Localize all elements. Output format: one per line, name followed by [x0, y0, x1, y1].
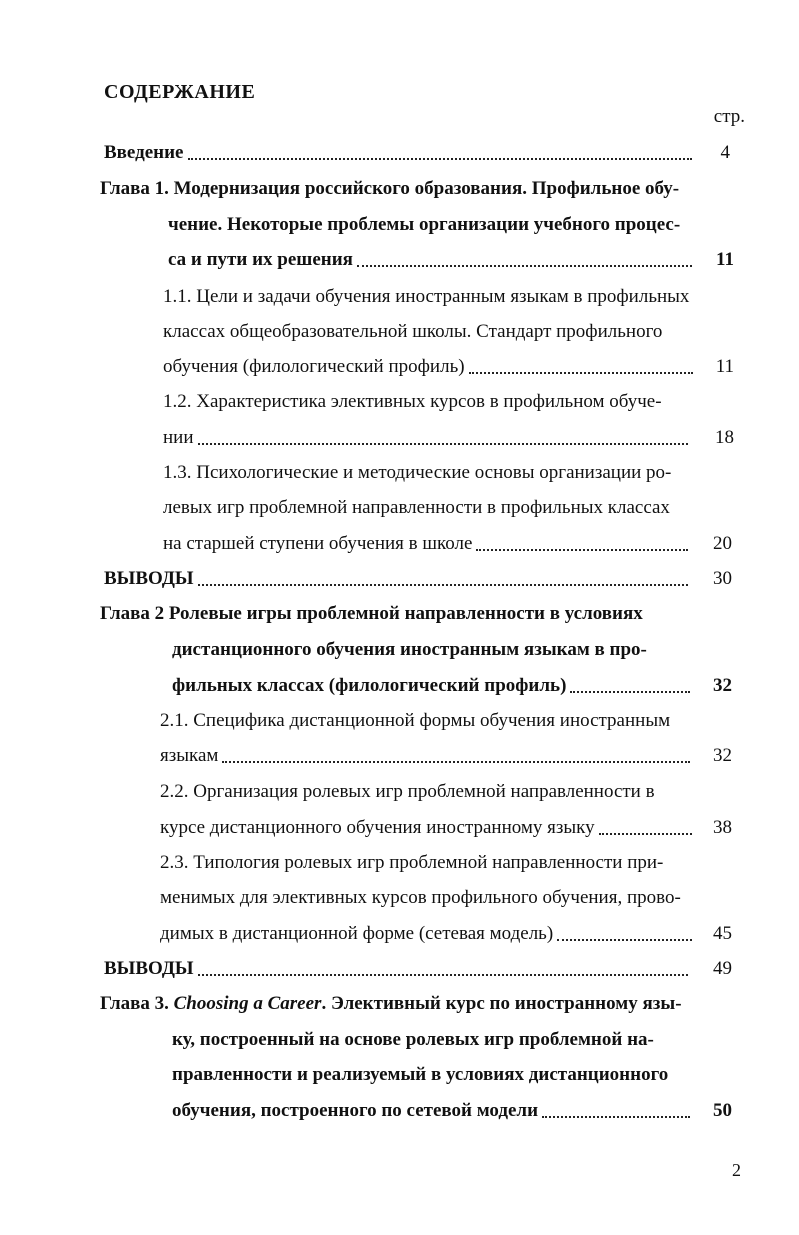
leader-dots — [222, 742, 690, 770]
toc-entry-1-1-last — [163, 353, 693, 381]
toc-entry-2-1[interactable] — [160, 707, 690, 735]
toc-line-text: 1.1. Цели и задачи обучения иностранным языкам в профильных — [163, 286, 690, 307]
toc-entry-1-1[interactable] — [163, 283, 703, 311]
course-title-italic: Choosing a Career — [173, 993, 322, 1014]
leader-dots — [198, 565, 688, 593]
leader-dots — [570, 672, 690, 700]
toc-entry-2-3-cont — [160, 884, 695, 912]
toc-entry-1-2-last — [163, 424, 688, 452]
page-title: СОДЕРЖАНИЕ — [104, 81, 256, 103]
toc-line-text: обучения (филологический профиль) — [163, 356, 465, 377]
toc-line-text: на старшей ступени обучения в школе — [163, 533, 473, 554]
toc-entry-2-3[interactable] — [160, 849, 690, 877]
toc-entry-chapter-3-last — [172, 1097, 690, 1125]
leader-dots — [357, 246, 692, 274]
toc-page-number: 32 — [713, 675, 732, 696]
toc-line-text: менимых для элективных курсов профильного обучения, прово- — [160, 887, 681, 908]
leader-dots — [599, 814, 692, 842]
toc-entry-1-3-cont — [163, 494, 693, 522]
toc-page-number: 32 — [713, 745, 732, 766]
page-column-header: стр. — [713, 106, 745, 127]
toc-entry-2-3-last — [160, 920, 692, 948]
toc-line-text: 1.3. Психологические и методические основы организации ро- — [163, 462, 672, 483]
leader-dots — [188, 139, 693, 167]
toc-entry-1-3[interactable] — [163, 459, 693, 487]
toc-entry-chapter-2-cont — [172, 636, 697, 664]
toc-entry-1-2[interactable] — [163, 388, 693, 416]
toc-entry-2-2[interactable] — [160, 778, 690, 806]
toc-line-text: нии — [163, 427, 194, 448]
toc-line-text: курсе дистанционного обучения иностранному языку — [160, 817, 595, 838]
toc-line-text: Введение — [104, 142, 184, 163]
toc-line-text: Глава 1. Модернизация российского образования. Профильное обу- — [100, 178, 680, 199]
leader-dots — [469, 353, 693, 381]
toc-page-number: 50 — [713, 1100, 732, 1121]
toc-line-text: фильных классах (филологический профиль) — [172, 675, 567, 696]
toc-line-text: Глава 3. Choosing a Career. Элективный курс по иностранному язы- — [100, 993, 682, 1014]
toc-page-number: 49 — [713, 958, 732, 979]
toc-entry-2-2-last — [160, 814, 692, 842]
toc-line-text: ку, построенный на основе ролевых игр проблемной на- — [172, 1029, 654, 1050]
page-number: 2 — [732, 1160, 741, 1180]
toc-line-text: Глава 2 Ролевые игры проблемной направленности в условиях — [100, 603, 643, 624]
toc-entry-1-3-last — [163, 530, 688, 558]
toc-line-text: 2.3. Типология ролевых игр проблемной направленности при- — [160, 852, 664, 873]
toc-entry-chapter-3[interactable] — [100, 990, 700, 1018]
toc-entry-chapter-3-cont — [172, 1026, 697, 1054]
toc-entry-chapter-3-cont-2 — [172, 1061, 697, 1089]
toc-page-number: 4 — [720, 142, 730, 163]
toc-page-number: 45 — [713, 923, 732, 944]
toc-line-text: димых в дистанционной форме (сетевая модель) — [160, 923, 554, 944]
toc-entry-1-1-cont — [163, 318, 693, 346]
toc-line-text: 1.2. Характеристика элективных курсов в профильном обуче- — [163, 391, 662, 412]
leader-dots — [542, 1097, 690, 1125]
toc-page-number: 20 — [713, 533, 732, 554]
toc-entry-chapter-2[interactable] — [100, 600, 700, 628]
toc-page-number: 38 — [713, 817, 732, 838]
toc-line-text: левых игр проблемной направленности в профильных классах — [163, 497, 670, 518]
toc-entry-conclusions-2[interactable] — [104, 955, 688, 983]
toc-line-text: правленности и реализуемый в условиях дистанционного — [172, 1064, 669, 1085]
leader-dots — [198, 955, 688, 983]
toc-line-text: обучения, построенного по сетевой модели — [172, 1100, 539, 1121]
toc-line-text: языкам — [160, 745, 219, 766]
toc-line-text: 2.1. Специфика дистанционной формы обучения иностранным — [160, 710, 671, 731]
toc-entry-chapter-2-last — [172, 672, 690, 700]
toc-entry-2-1-last — [160, 742, 690, 770]
toc-page-number: 11 — [715, 356, 734, 377]
toc-entry-chapter-1-last — [168, 246, 692, 274]
leader-dots — [476, 530, 688, 558]
toc-line-text: чение. Некоторые проблемы организации учебного процес- — [168, 214, 681, 235]
toc-entry-introduction[interactable] — [104, 139, 692, 167]
toc-line-text: ВЫВОДЫ — [104, 568, 194, 589]
leader-dots — [198, 424, 688, 452]
toc-line-text: классах общеобразовательной школы. Стандарт профильного — [163, 321, 663, 342]
toc-entry-conclusions-1[interactable] — [104, 565, 688, 593]
toc-entry-chapter-1-cont — [168, 211, 698, 239]
toc-line-text: 2.2. Организация ролевых игр проблемной направленности в — [160, 781, 655, 802]
toc-page-number: 30 — [713, 568, 732, 589]
toc-entry-chapter-1[interactable] — [100, 175, 700, 203]
toc-line-text: ВЫВОДЫ — [104, 958, 194, 979]
toc-line-text: са и пути их решения — [168, 249, 353, 270]
toc-page-number: 18 — [715, 427, 734, 448]
toc-page-number: 11 — [716, 249, 734, 270]
leader-dots — [557, 920, 692, 948]
toc-line-text: дистанционного обучения иностранным языкам в про- — [172, 639, 647, 660]
